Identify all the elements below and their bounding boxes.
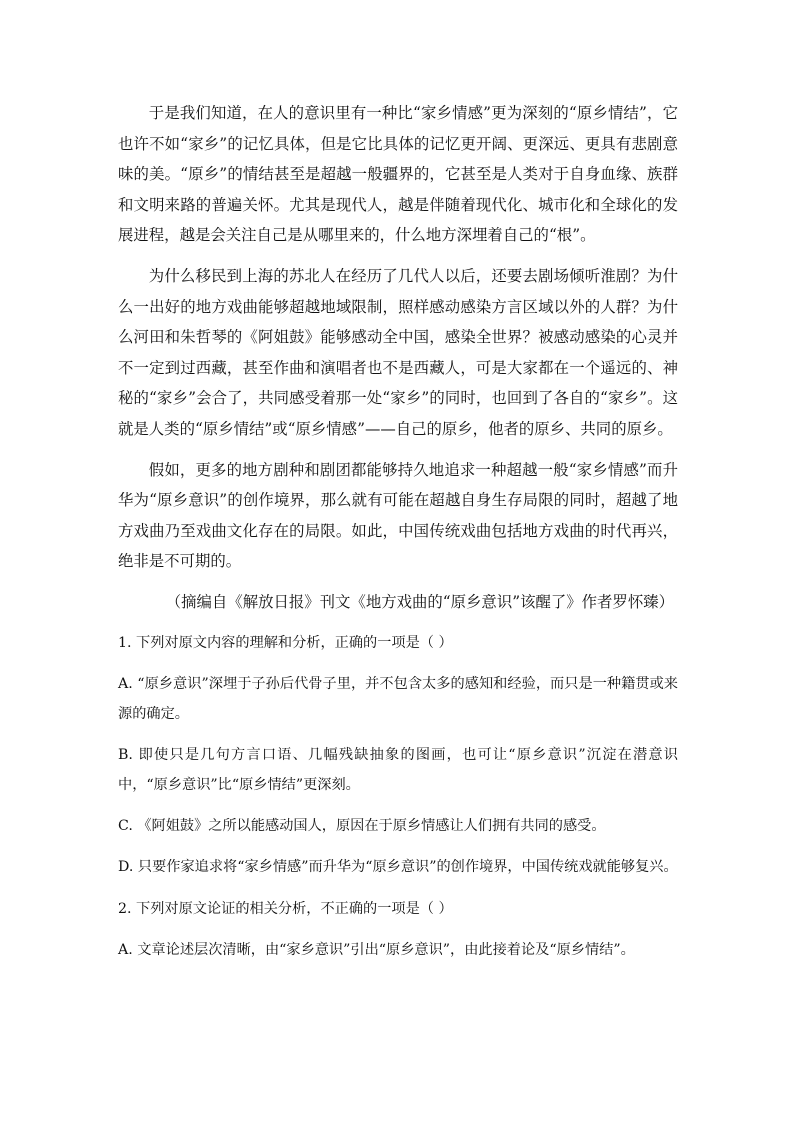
- question-1-option-b: B. 即使只是几句方言口语、几幅残缺抽象的图画，也可让“原乡意识”沉淀在潜意识中，“原乡意识”比“原乡情结”更深刻。: [118, 746, 678, 793]
- passage-paragraph-1: 于是我们知道，在人的意识里有一种比“家乡情感”更为深刻的“原乡情结”，它也许不如“家乡”的记忆具体，但是它比具体的记忆更开阔、更深远、更具有悲剧意味的美。“原乡”的情结甚至是超越一般疆界的，它甚至是人类对于自身血缘、族群和文明来路的普遍关怀。尤其是现代人，越是伴随着现代化、城市化和全球化的发展进程，越是会关注自己是从哪里来的，什么地方深埋着自己的“根”。: [118, 104, 678, 245]
- passage-source: （摘编自《解放日报》刊文《地方戏曲的“原乡意识”该醒了》作者罗怀臻）: [165, 592, 674, 611]
- question-2-stem: 2. 下列对原文论证的相关分析，不正确的一项是（ ）: [118, 900, 453, 917]
- passage-paragraph-3: 假如，更多的地方剧种和剧团都能够持久地追求一种超越一般“家乡情感”而升华为“原乡意识”的创作境界，那么就有可能在超越自身生存局限的同时，超越了地方戏曲乃至戏曲文化存在的局限。如此，中国传统戏曲包括地方戏曲的时代再兴，绝非是不可期的。: [118, 460, 678, 571]
- question-1-option-a: A. “原乡意识”深埋于子孙后代骨子里，并不包含太多的感知和经验，而只是一种籍贯或来源的确定。: [118, 675, 678, 722]
- question-1-stem: 1. 下列对原文内容的理解和分析，正确的一项是（ ）: [118, 634, 453, 651]
- question-1-option-d: D. 只要作家追求将“家乡情感”而升华为“原乡意识”的创作境界，中国传统戏就能够复兴。: [118, 858, 678, 875]
- document-page: [118, 98, 678, 965]
- passage-paragraph-2: 为什么移民到上海的苏北人在经历了几代人以后，还要去剧场倾听淮剧？为什么一出好的地方戏曲能够超越地域限制，照样感动感染方言区域以外的人群？为什么河田和朱哲琴的《阿姐鼓》能够感动全中国，感染全世界？被感动感染的心灵并不一定到过西藏，甚至作曲和演唱者也不是西藏人，可是大家都在一个遥远的、神秘的“家乡”会合了，共同感受着那一处“家乡”的同时，也回到了各自的“家乡”。这就是人类的“原乡情结”或“原乡情感”——自己的原乡，他者的原乡、共同的原乡。: [118, 266, 678, 438]
- question-2-option-a: A. 文章论述层次清晰，由“家乡意识”引出“原乡意识”，由此接着论及“原乡情结”。: [118, 941, 635, 958]
- question-1-option-c: C. 《阿姐鼓》之所以能感动国人，原因在于原乡情感让人们拥有共同的感受。: [118, 817, 606, 834]
